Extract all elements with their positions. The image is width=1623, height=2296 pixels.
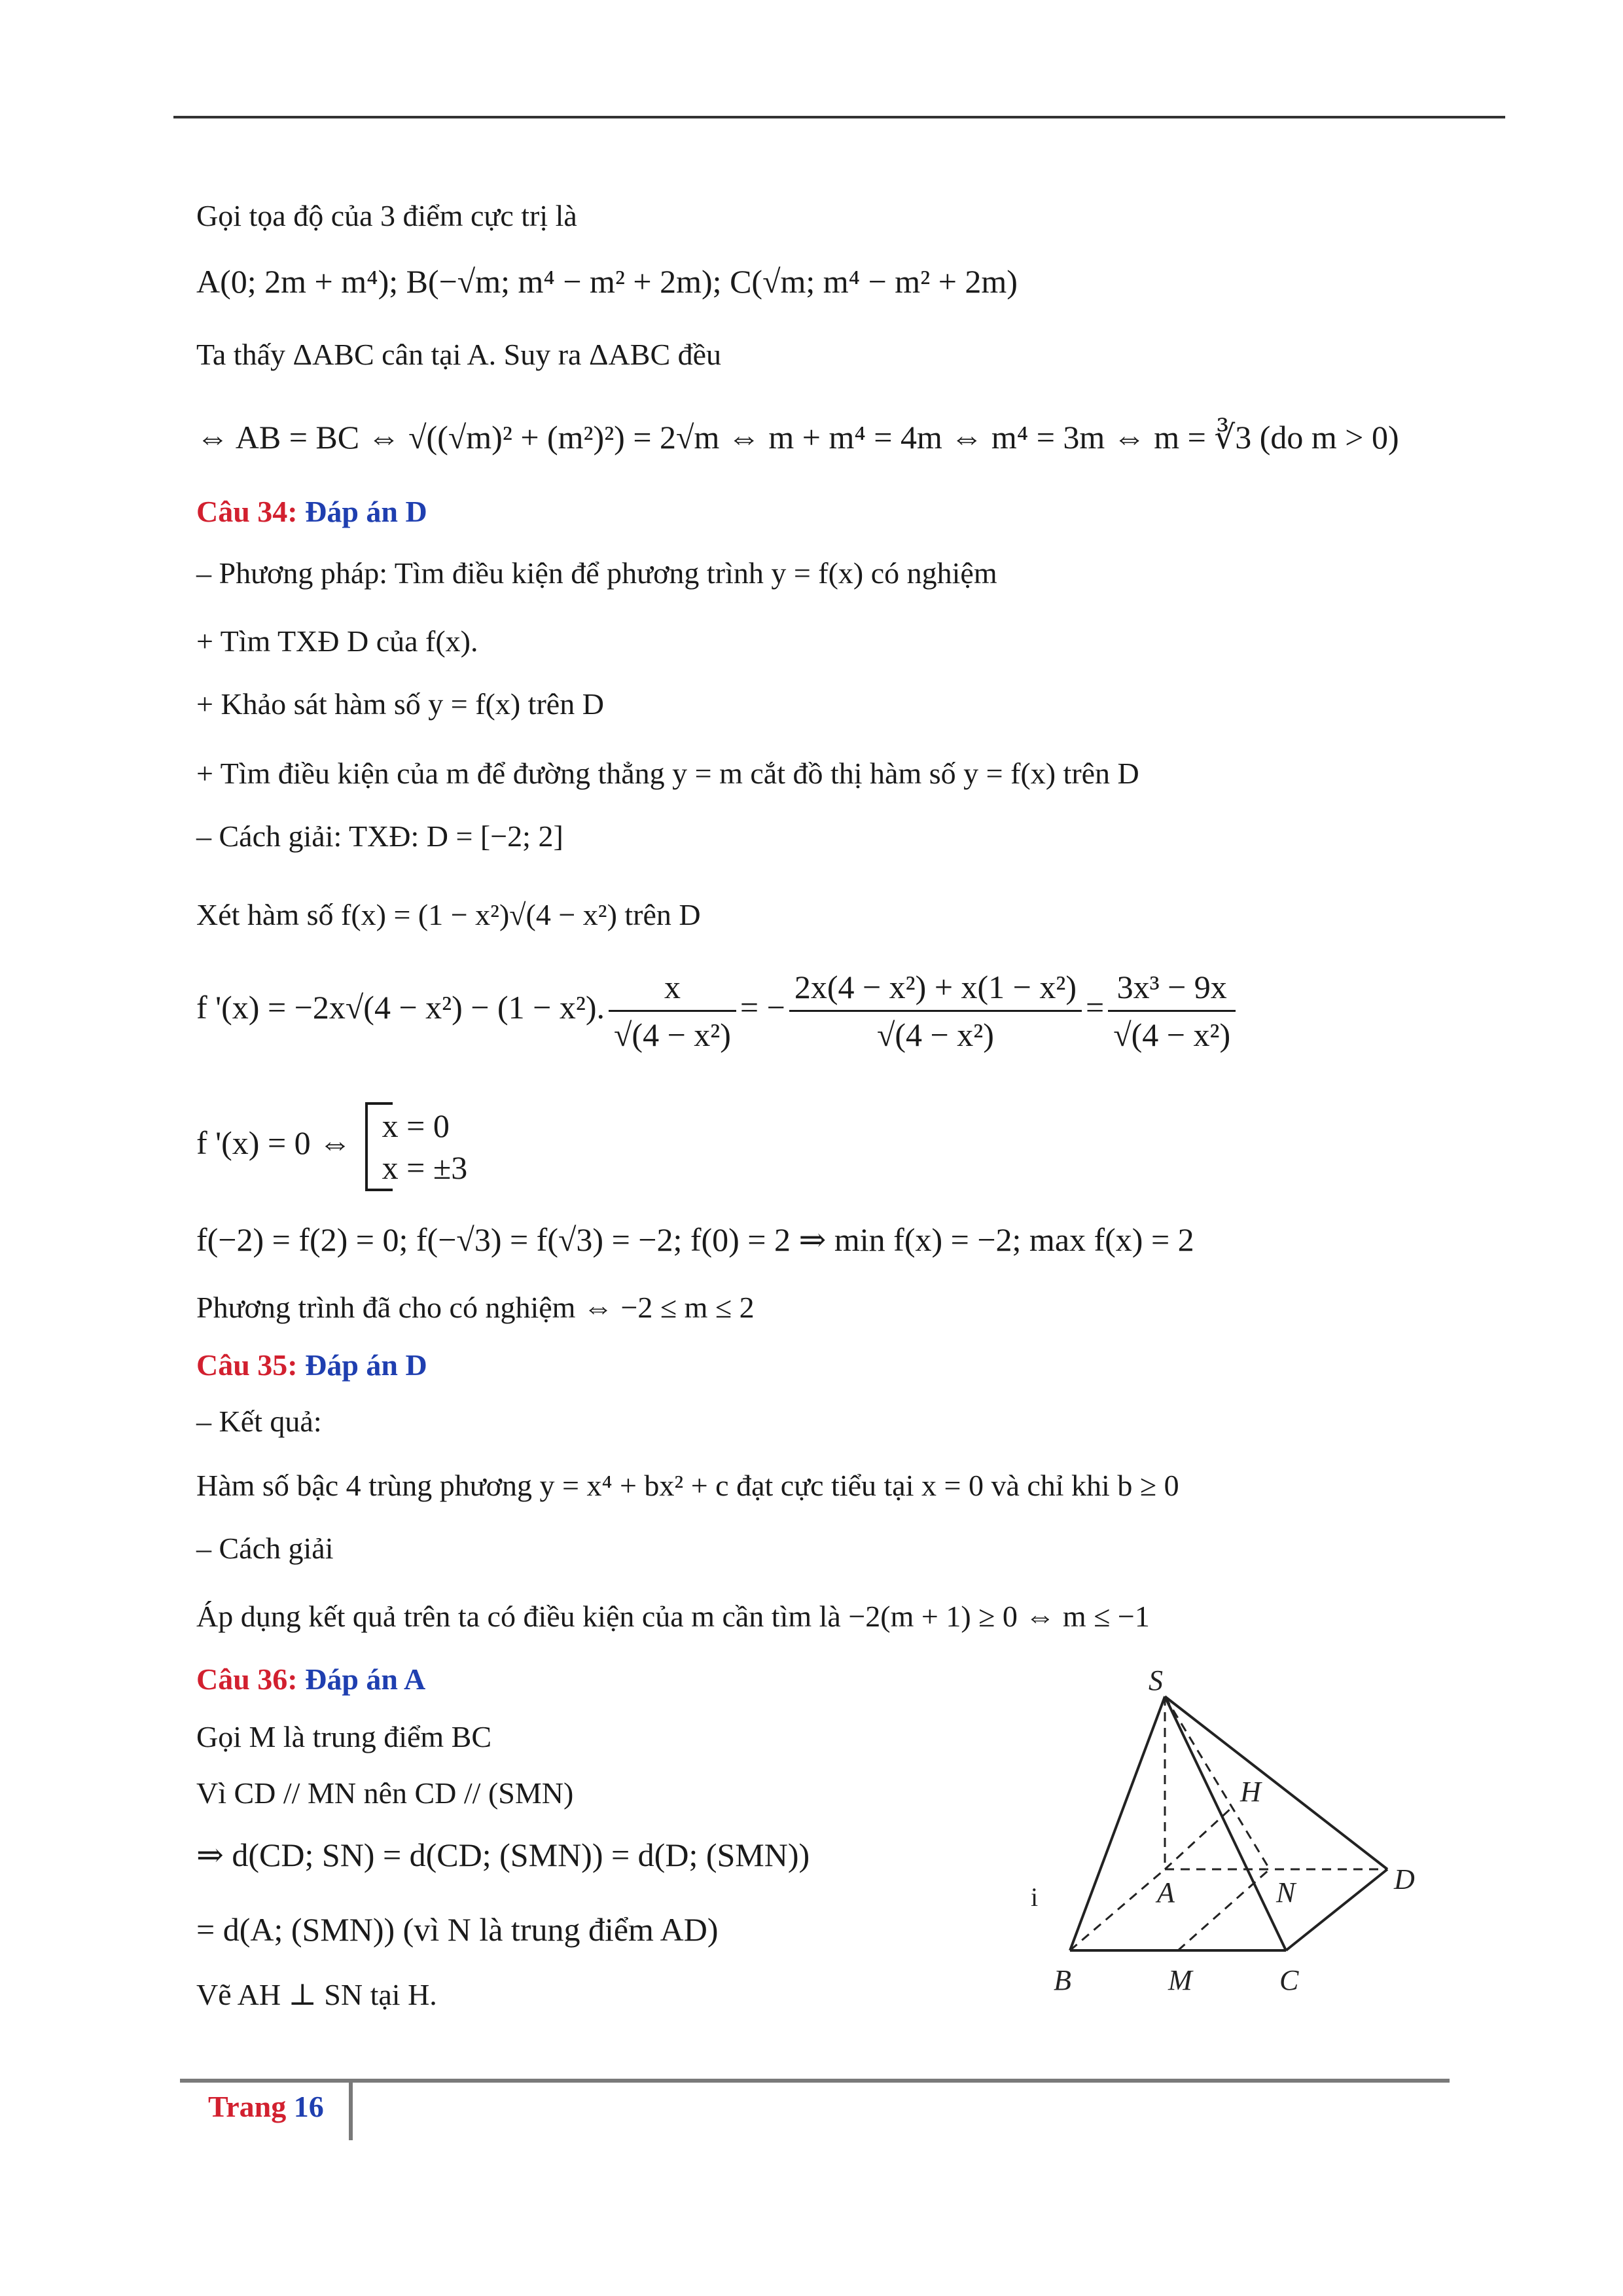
text-line: – Phương pháp: Tìm điều kiện để phương trình y = f(x) có nghiệm (196, 556, 997, 590)
label-H: H (1240, 1776, 1261, 1808)
answer-label: Đáp án D (305, 495, 427, 528)
case-bracket (365, 1102, 468, 1191)
case-1: x = 0 (382, 1107, 450, 1144)
label-A: A (1157, 1876, 1175, 1909)
fraction (609, 968, 736, 1054)
formula-extrema-points: A(0; 2m + m⁴); B(−√m; m⁴ − m² + 2m); C(√m; m⁴ − m² + 2m) (196, 263, 1018, 300)
text-line: + Tìm TXĐ D của f(x). (196, 624, 478, 658)
question-label: Câu 34: (196, 495, 298, 528)
edge-CD (1286, 1869, 1387, 1950)
fraction-denominator: √(4 − x²) (613, 1016, 731, 1054)
fraction-numerator: x (609, 968, 736, 1012)
label-N: N (1276, 1876, 1296, 1909)
label-M: M (1168, 1964, 1192, 1996)
text-line: Gọi M là trung điểm BC (196, 1720, 492, 1753)
formula-values: f(−2) = f(2) = 0; f(−√3) = f(√3) = −2; f(0) = 2 ⇒ min f(x) = −2; max f(x) = 2 (196, 1221, 1194, 1258)
page-label: Trang (208, 2090, 287, 2123)
critical-lhs: f '(x) = 0 ⇔ (196, 1124, 352, 1161)
question-35-heading (196, 1346, 427, 1385)
answer-label: Đáp án D (305, 1348, 427, 1382)
text-line: + Tìm điều kiện của m để đường thẳng y = m cắt đồ thị hàm số y = f(x) trên D (196, 757, 1139, 790)
edge-SD (1165, 1696, 1387, 1869)
text-line: Hàm số bậc 4 trùng phương y = x⁴ + bx² + c đạt cực tiểu tại x = 0 và chỉ khi b ≥ 0 (196, 1469, 1179, 1502)
fraction-numerator: 2x(4 − x²) + x(1 − x²) (789, 968, 1082, 1012)
header-rule (173, 116, 1505, 118)
footer-divider (349, 2083, 353, 2140)
text-line: – Cách giải (196, 1532, 334, 1565)
formula-distance-2: = d(A; (SMN)) (vì N là trung điểm AD) (196, 1911, 719, 1948)
footer-rule (180, 2079, 1450, 2083)
edge-SB (1070, 1696, 1165, 1950)
equals-minus: = − (740, 989, 785, 1026)
text-line: Gọi tọa độ của 3 điểm cực trị là (196, 199, 577, 232)
formula-equilateral: ⇔ AB = BC ⇔ √((√m)² + (m²)²) = 2√m ⇔ m + m⁴ = 4m ⇔ m⁴ = 3m ⇔ m = ∛3 (do m > 0) (196, 419, 1399, 456)
formula-derivative (196, 965, 1240, 1054)
text-line: Xét hàm số f(x) = (1 − x²)√(4 − x²) trên D (196, 898, 701, 931)
question-label: Câu 35: (196, 1348, 298, 1382)
label-C: C (1279, 1964, 1299, 1996)
formula-distance: ⇒ d(CD; SN) = d(CD; (SMN)) = d(D; (SMN)) (196, 1837, 810, 1873)
page-footer (208, 2089, 324, 2124)
text-line: Vẽ AH ⊥ SN tại H. (196, 1978, 437, 2011)
text-line: + Khảo sát hàm số y = f(x) trên D (196, 687, 604, 721)
equals: = (1086, 989, 1105, 1026)
edge-MN (1178, 1869, 1270, 1950)
pyramid-figure (1001, 1662, 1479, 2042)
text-line: Vì CD // MN nên CD // (SMN) (196, 1776, 574, 1810)
question-label: Câu 36: (196, 1662, 298, 1696)
label-D: D (1394, 1863, 1415, 1895)
text-line: Áp dụng kết quả trên ta có điều kiện của m cần tìm là −2(m + 1) ≥ 0 ⇔ m ≤ −1 (196, 1600, 1150, 1633)
text-line: – Cách giải: TXĐ: D = [−2; 2] (196, 819, 563, 853)
case-2: x = ±3 (382, 1149, 468, 1186)
fraction-denominator: √(4 − x²) (876, 1016, 994, 1054)
fraction (789, 968, 1082, 1054)
label-S: S (1149, 1664, 1163, 1696)
label-side-mark: i (1031, 1882, 1039, 1912)
label-B: B (1054, 1964, 1071, 1996)
edge-SC (1165, 1696, 1286, 1950)
text-line: – Kết quả: (196, 1405, 322, 1438)
fraction-numerator: 3x³ − 9x (1108, 968, 1236, 1012)
answer-label: Đáp án A (305, 1662, 426, 1696)
text-line: Ta thấy ΔABC cân tại A. Suy ra ΔABC đều (196, 338, 722, 371)
fraction-denominator: √(4 − x²) (1113, 1016, 1231, 1054)
text-line: Phương trình đã cho có nghiệm ⇔ −2 ≤ m ≤ 2 (196, 1291, 755, 1324)
question-36-heading (196, 1660, 425, 1699)
fraction (1108, 968, 1236, 1054)
formula-critical-points (196, 1097, 468, 1191)
derivative-lhs: f '(x) = −2x√(4 − x²) − (1 − x²). (196, 989, 605, 1026)
page-number: 16 (293, 2090, 324, 2123)
question-34-heading (196, 492, 427, 531)
